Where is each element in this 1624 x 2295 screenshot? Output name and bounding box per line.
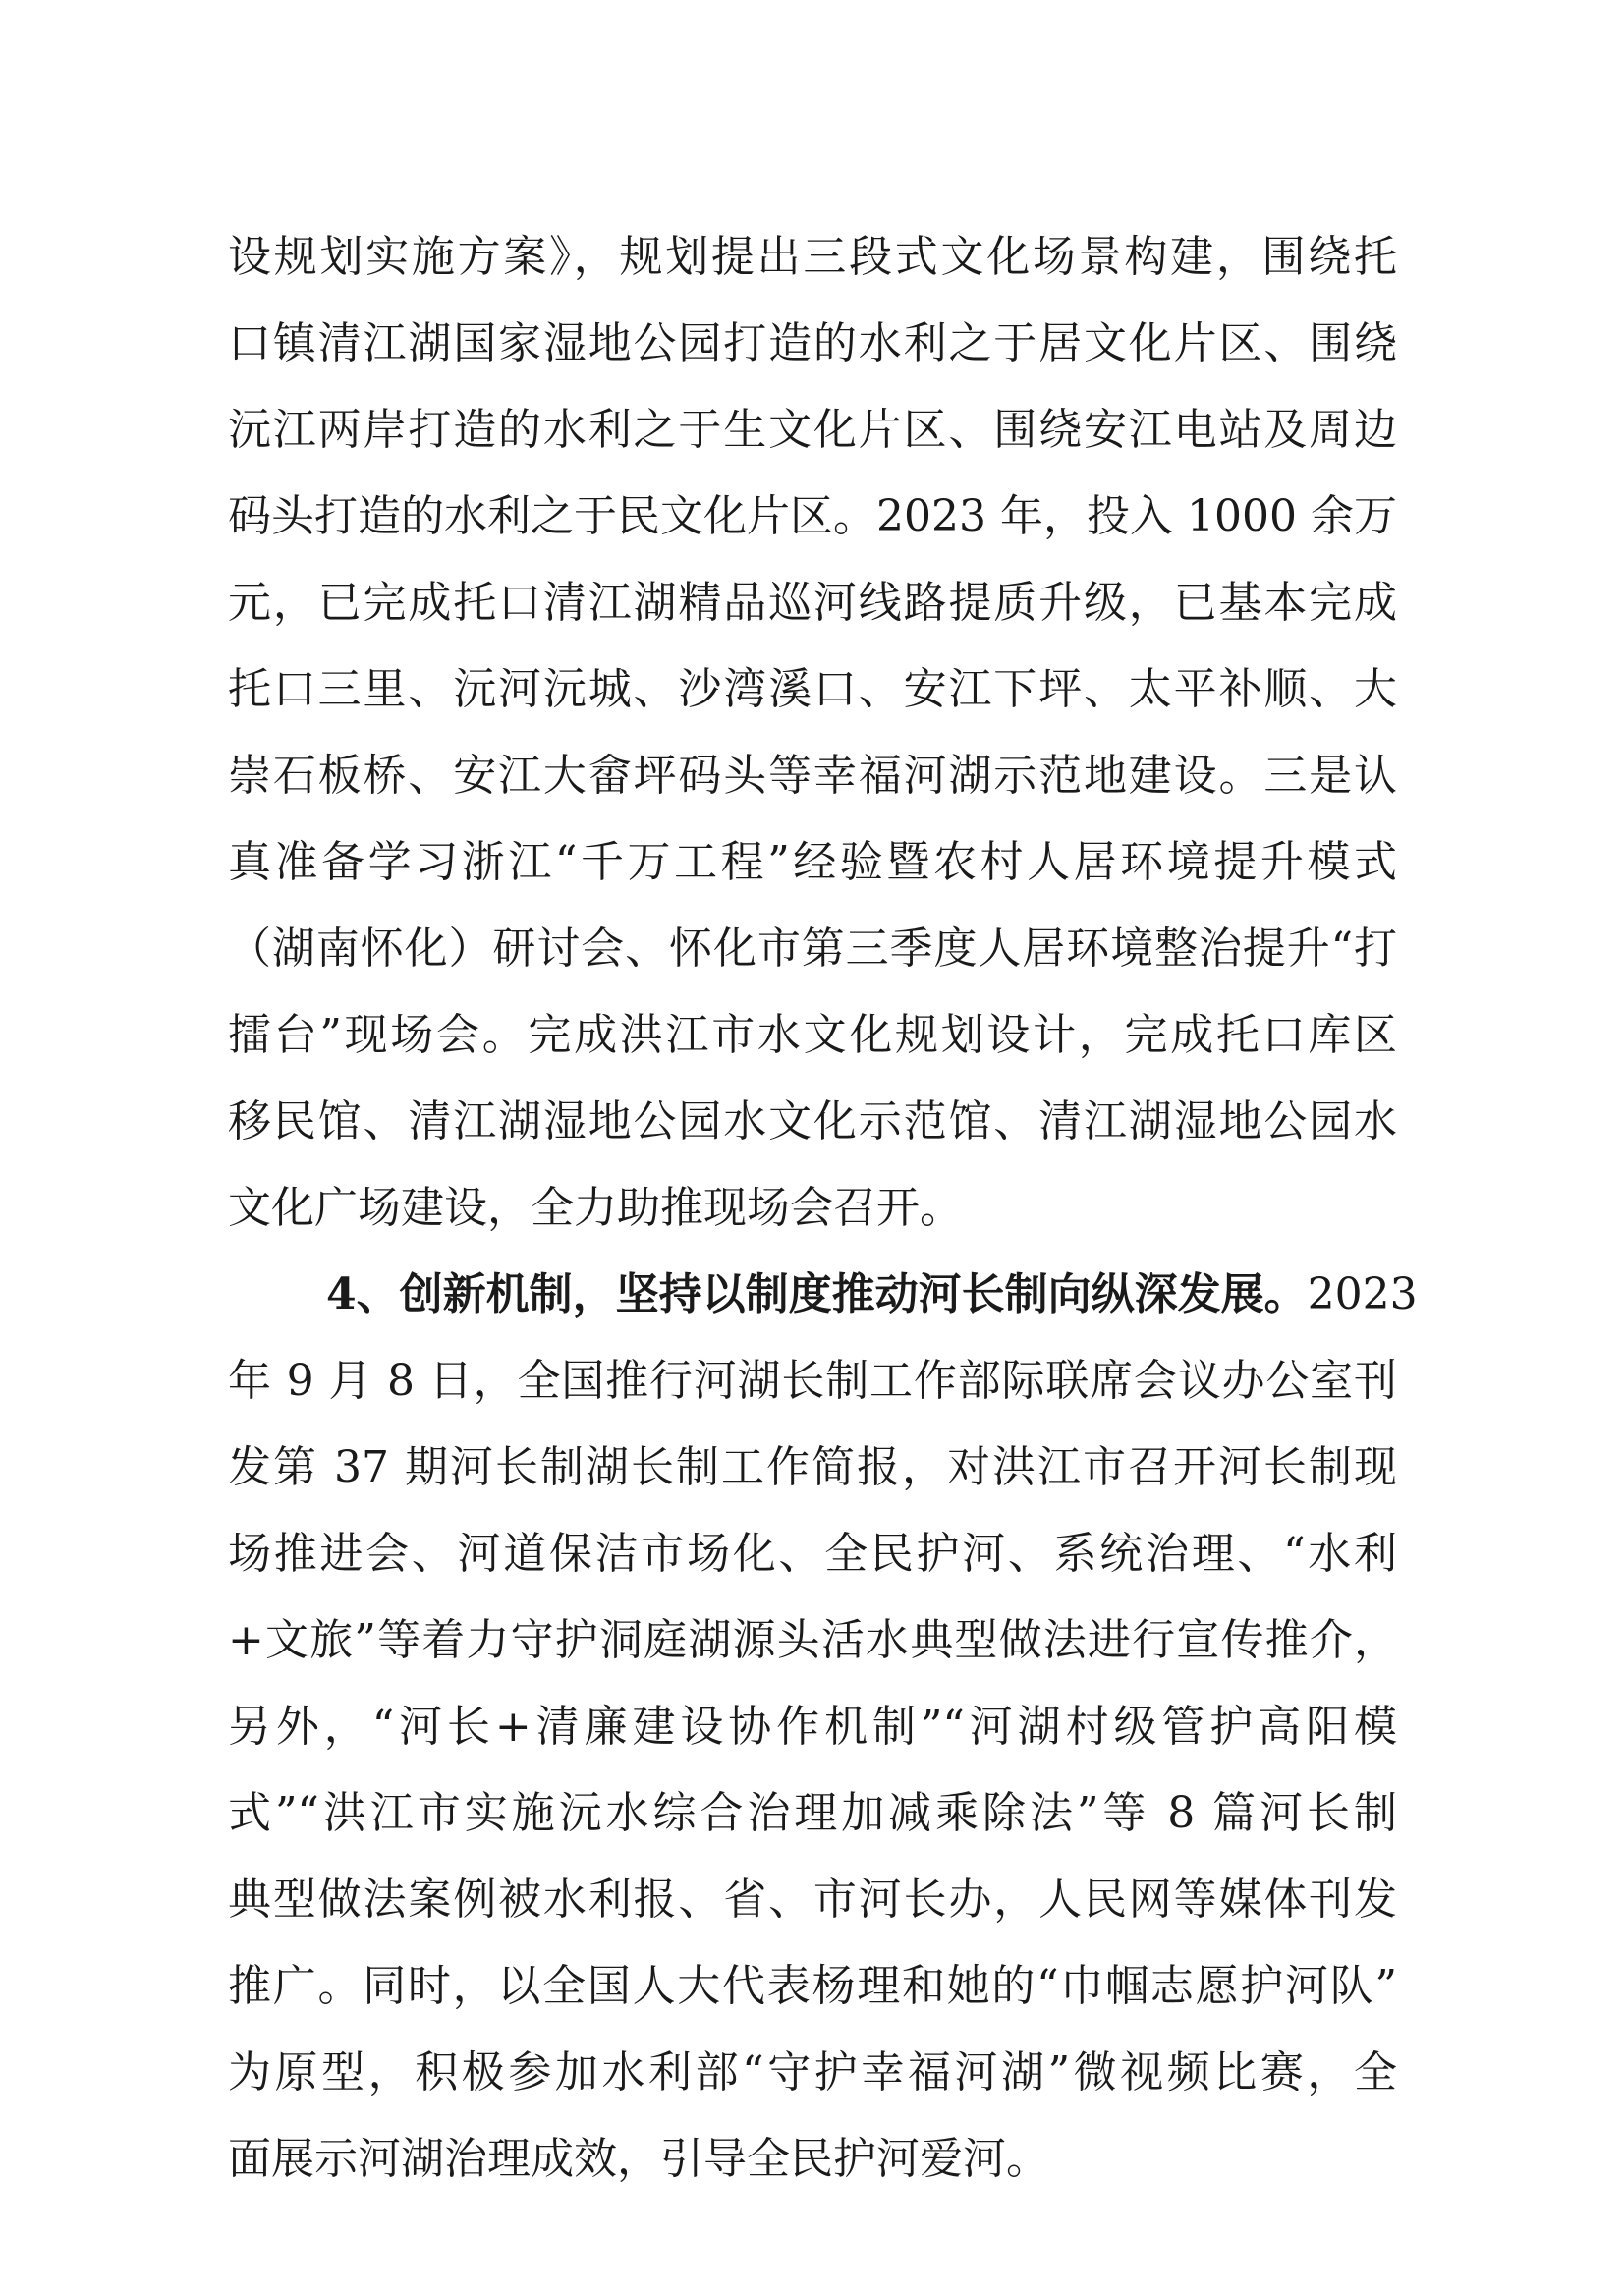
paragraph-2-line: 场推进会、河道保洁市场化、全民护河、系统治理、“水利 xyxy=(228,1529,1397,1579)
paragraph-2-line: 年 9 月 8 日，全国推行河湖长制工作部际联席会议办公室刊 xyxy=(228,1356,1397,1406)
paragraph-1-line: 口镇清江湖国家湿地公园打造的水利之于居文化片区、围绕 xyxy=(228,318,1397,368)
paragraph-2-line: 另外，“河长+清廉建设协作机制”“河湖村级管护高阳模 xyxy=(228,1702,1397,1752)
paragraph-1-line: 擂台”现场会。完成洪江市水文化规划设计，完成托口库区 xyxy=(228,1010,1397,1060)
paragraph-2-line: 典型做法案例被水利报、省、市河长办，人民网等媒体刊发 xyxy=(228,1875,1397,1925)
paragraph-1-line: 沅江两岸打造的水利之于生文化片区、围绕安江电站及周边 xyxy=(228,405,1397,455)
paragraph-2-line: 推广。同时，以全国人大代表杨理和她的“巾帼志愿护河队” xyxy=(228,1961,1397,2011)
paragraph-1-line: 崇石板桥、安江大畲坪码头等幸福河湖示范地建设。三是认 xyxy=(228,751,1397,801)
paragraph-1-line: 移民馆、清江湖湿地公园水文化示范馆、清江湖湿地公园水 xyxy=(228,1096,1397,1147)
paragraph-2-line: 为原型，积极参加水利部“守护幸福河湖”微视频比赛，全 xyxy=(228,2047,1397,2098)
paragraph-1-line: 元，已完成托口清江湖精品巡河线路提质升级，已基本完成 xyxy=(228,578,1397,628)
paragraph-1-line: 托口三里、沅河沅城、沙湾溪口、安江下坪、太平补顺、大 xyxy=(228,664,1397,714)
paragraph-2-line: 发第 37 期河长制湖长制工作简报，对洪江市召开河长制现 xyxy=(228,1442,1397,1492)
paragraph-1-line: 设规划实施方案》，规划提出三段式文化场景构建，围绕托 xyxy=(228,232,1397,282)
paragraph-2-line: 面展示河湖治理成效，引导全民护河爱河。 xyxy=(228,2134,1049,2184)
heading-trailing-text: 2023 xyxy=(1307,1269,1418,1319)
paragraph-2-line: +文旅”等着力守护洞庭湖源头活水典型做法进行宣传推介， xyxy=(228,1615,1397,1665)
paragraph-1-line: 真准备学习浙江“千万工程”经验暨农村人居环境提升模式 xyxy=(228,837,1397,887)
paragraph-1-line: （湖南怀化）研讨会、怀化市第三季度人居环境整治提升“打 xyxy=(228,924,1397,974)
section-heading: 4、创新机制，坚持以制度推动河长制向纵深发展。 xyxy=(326,1269,1308,1319)
paragraph-2-first-line xyxy=(326,1256,1418,1334)
paragraph-2-line: 式”“洪江市实施沅水综合治理加减乘除法”等 8 篇河长制 xyxy=(228,1788,1397,1838)
paragraph-1-line: 码头打造的水利之于民文化片区。2023 年，投入 1000 余万 xyxy=(228,491,1397,541)
paragraph-1-line: 文化广场建设，全力助推现场会召开。 xyxy=(228,1183,963,1233)
